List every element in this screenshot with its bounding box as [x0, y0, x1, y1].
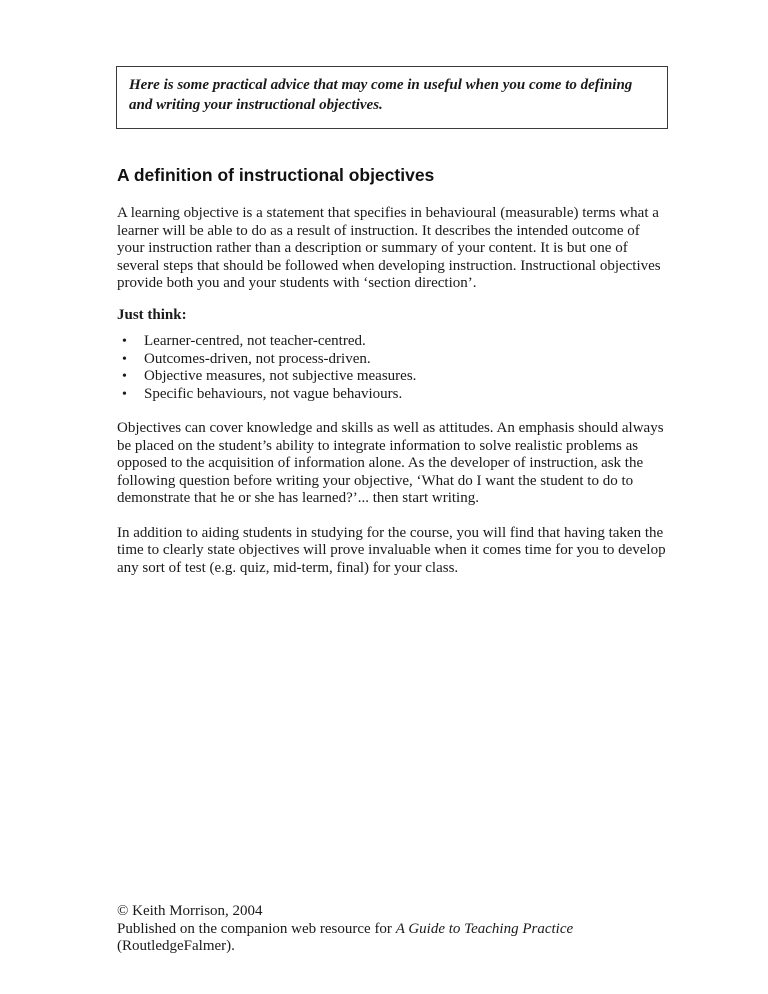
document-content: [116, 0, 668, 577]
paragraph-benefits: In addition to aiding students in studying for the course, you will find that having taken the time to clearly state objectives will prove invaluable when it comes time for you to develop any sort of test (e.g. quiz, mid-term, final) for your class.: [117, 524, 666, 576]
book-title: A Guide to Teaching Practice: [395, 920, 574, 937]
publisher-line: [117, 921, 677, 939]
list-item: [117, 351, 668, 369]
list-item: [117, 386, 668, 404]
list-item-text: Specific behaviours, not vague behaviours.: [144, 385, 403, 402]
bullet-icon: •: [122, 369, 127, 384]
bullet-list: [117, 333, 668, 403]
notice-box: [116, 66, 668, 129]
paragraph-coverage: Objectives can cover knowledge and skills as well as attitudes. An emphasis should always be placed on the student’s ability to integrate information to solve realistic problems as opposed to the acquisition of information alone. As the developer of instruction, ask the following question before writing your objective, ‘What do I want the student to do to demonstrate that he or she has learned?’... then start writing.: [117, 420, 664, 506]
list-item-text: Learner-centred, not teacher-centred.: [144, 333, 366, 349]
bullet-icon: •: [122, 334, 127, 349]
bullet-icon: •: [122, 386, 127, 402]
imprint-line: (RoutledgeFalmer).: [117, 938, 235, 954]
list-item: [117, 333, 668, 351]
bullet-icon: •: [122, 351, 127, 367]
list-item-text: Outcomes-driven, not process-driven.: [144, 350, 371, 367]
publisher-line-prefix: Published on the companion web resource for: [117, 920, 396, 937]
list-item-text: Objective measures, not subjective measures.: [144, 368, 417, 384]
list-item: [117, 368, 668, 386]
copyright-footer: [117, 903, 677, 956]
notice-box-text: Here is some practical advice that may come in useful when you come to defining and writing your instructional objectives.: [129, 77, 633, 113]
just-think-label: Just think:: [117, 306, 187, 323]
paragraph-definition: A learning objective is a statement that specifies in behavioural (measurable) terms what a learner will be able to do as a result of instruction. It describes the intended outcome of your instruction rather than a description or summary of your content. It is but one of several steps that should be followed when developing instruction. Instructional objectives provide both you and your students with ‘section direction’.: [117, 205, 661, 291]
page-title: A definition of instructional objectives: [117, 165, 435, 185]
copyright-line: © Keith Morrison, 2004: [117, 903, 263, 919]
